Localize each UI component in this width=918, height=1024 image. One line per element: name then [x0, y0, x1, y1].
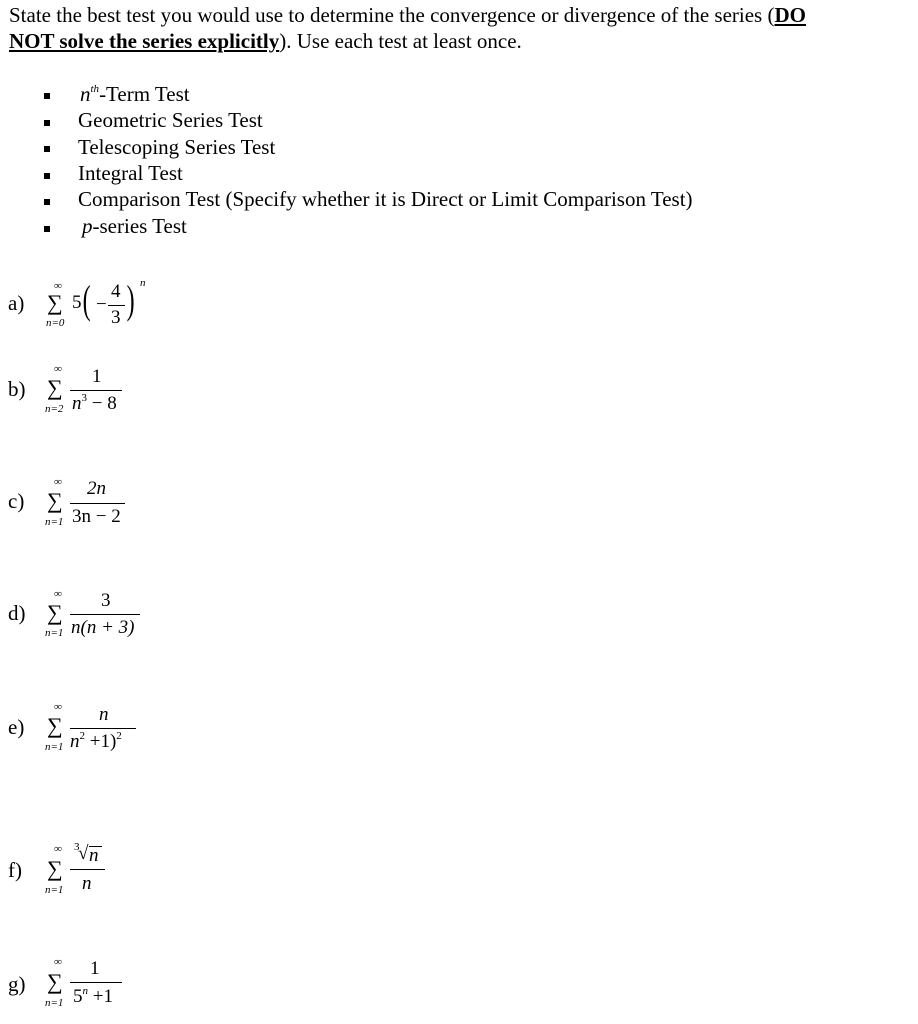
sum-lower-limit: n=1	[45, 741, 64, 753]
test-integral: Integral Test	[78, 161, 183, 185]
test-geometric: Geometric Series Test	[78, 108, 263, 132]
fraction-numerator: 2n	[87, 478, 106, 499]
problem-label: a)	[8, 291, 25, 315]
fraction-bar	[70, 614, 140, 615]
instructions	[9, 2, 889, 54]
fraction-denominator: $5^n +1$	[73, 985, 113, 1007]
sigma-symbol: ∑	[47, 856, 63, 881]
sigma-symbol: ∑	[47, 969, 63, 994]
problem-label: e)	[8, 715, 25, 739]
sigma-symbol: ∑	[47, 600, 63, 625]
sum-upper-limit: ∞	[54, 280, 62, 292]
fraction-bar	[108, 305, 125, 306]
instructions-emph-do: DO	[774, 3, 806, 27]
problem-label: g)	[8, 972, 26, 996]
coefficient: 5	[72, 292, 82, 313]
sigma-symbol: ∑	[47, 488, 63, 513]
sigma-symbol: ∑	[47, 290, 63, 315]
fraction-bar	[70, 503, 125, 504]
fraction-bar	[70, 982, 122, 983]
instructions-text-1: State the best test you would use to determine the convergence or divergence of the series (	[9, 3, 775, 27]
bullet	[44, 93, 50, 99]
problem-label: f)	[8, 858, 22, 882]
fraction-denominator: 3n − 2	[72, 506, 121, 527]
sigma-symbol: ∑	[47, 375, 63, 400]
test-p-series: p-series Test	[82, 214, 187, 238]
bullet	[44, 226, 50, 232]
fraction-numerator: 4	[111, 281, 121, 302]
bullet	[44, 120, 50, 126]
instructions-text-2: ). Use each test at least once.	[279, 29, 522, 53]
sigma-symbol: ∑	[47, 713, 63, 738]
test-nth-term: $n^{th}$-Term Test	[80, 82, 190, 106]
problem-label: b)	[8, 377, 26, 401]
fraction-denominator: $n^2 +1)^2$	[70, 730, 122, 752]
test-comparison: Comparison Test (Specify whether it is Direct or Limit Comparison Test)	[78, 187, 693, 211]
sum-upper-limit: ∞	[54, 843, 62, 855]
sum-lower-limit: n=1	[45, 884, 64, 896]
radicand: n	[89, 845, 99, 866]
minus-sign: −	[96, 294, 107, 315]
fraction-bar	[70, 390, 122, 391]
sum-upper-limit: ∞	[54, 476, 62, 488]
exponent: n	[140, 277, 146, 289]
fraction-denominator: n	[82, 873, 92, 894]
bullet	[44, 199, 50, 205]
fraction-bar	[70, 869, 105, 870]
fraction-bar	[70, 728, 136, 729]
sum-upper-limit: ∞	[54, 363, 62, 375]
fraction-numerator: 1	[90, 958, 100, 979]
problem-label: c)	[8, 489, 25, 513]
sum-lower-limit: n=0	[46, 317, 65, 329]
fraction-denominator: 3	[111, 307, 121, 328]
sum-upper-limit: ∞	[54, 956, 62, 968]
fraction-denominator: $n^3 - 8$	[72, 392, 117, 414]
test-telescoping: Telescoping Series Test	[78, 135, 276, 159]
bullet	[44, 173, 50, 179]
left-paren: (	[82, 277, 91, 322]
sum-lower-limit: n=1	[45, 516, 64, 528]
sum-upper-limit: ∞	[54, 588, 62, 600]
right-paren: )	[126, 277, 135, 322]
fraction-numerator: 3	[101, 590, 111, 611]
sum-lower-limit: n=2	[45, 403, 64, 415]
sum-upper-limit: ∞	[54, 701, 62, 713]
radical-sign: √	[78, 843, 89, 864]
bullet	[44, 146, 50, 152]
problem-label: d)	[8, 601, 26, 625]
fraction-numerator: 1	[92, 366, 102, 387]
sum-lower-limit: n=1	[45, 997, 64, 1009]
fraction-denominator: n(n + 3)	[71, 617, 135, 638]
sum-lower-limit: n=1	[45, 627, 64, 639]
root-index: 3	[74, 841, 80, 853]
fraction-numerator: n	[99, 704, 109, 725]
instructions-emph-not-solve: NOT solve the series explicitly	[9, 29, 280, 53]
